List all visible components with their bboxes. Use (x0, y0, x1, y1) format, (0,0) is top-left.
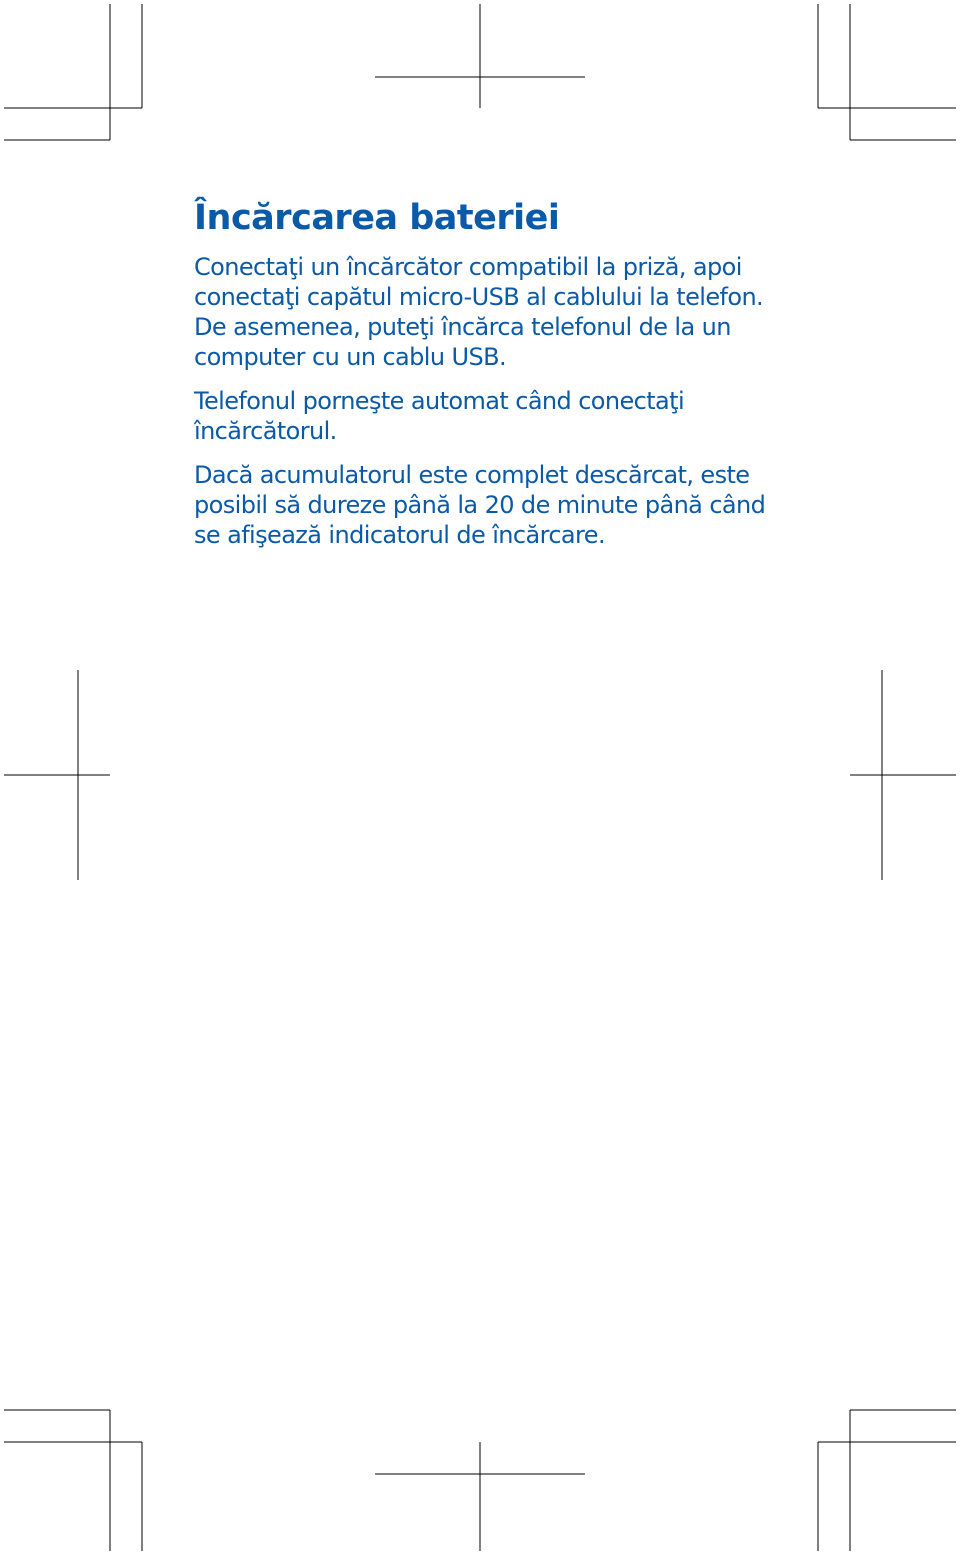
page-title: Încărcarea bateriei (194, 198, 560, 238)
paragraph-empty-battery-note: Dacă acumulatorul este complet descărcat, este posibil să dureze până la 20 de minute până când se afişează indicatorul de încărcare. (194, 461, 766, 549)
paragraph-charging-instructions: Conectaţi un încărcător compatibil la priză, apoi conectaţi capătul micro-USB al cablului la telefon. De asemenea, puteţi încărca telefonul de la un computer cu un cablu USB. (194, 253, 764, 371)
paragraph-auto-power-on: Telefonul porneşte automat când conectaţi încărcătorul. (194, 387, 685, 445)
document-body (194, 196, 794, 564)
